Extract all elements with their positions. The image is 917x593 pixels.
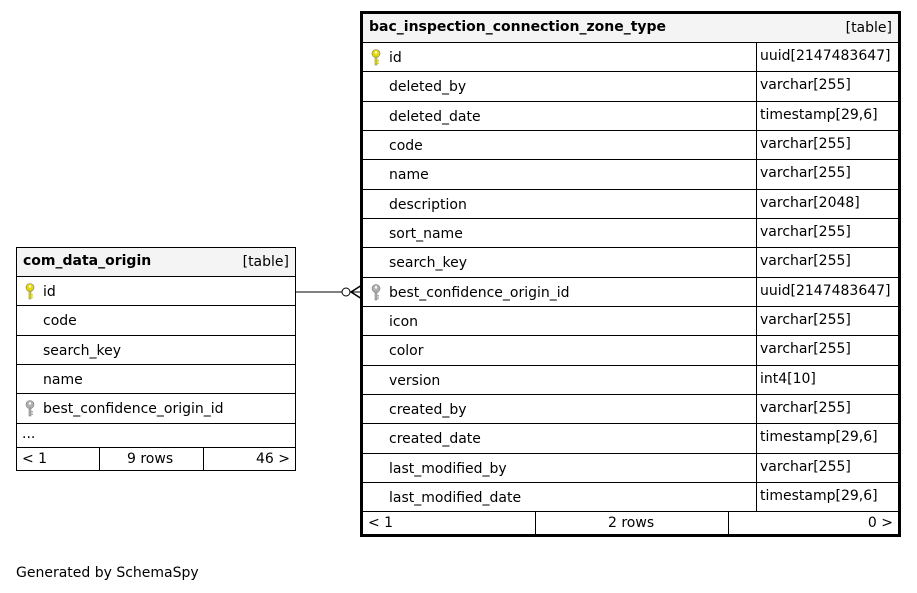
column-name: best_confidence_origin_id (43, 401, 224, 418)
column-name: icon (389, 313, 419, 330)
column-name: best_confidence_origin_id (389, 284, 570, 301)
table-name: bac_inspection_connection_zone_type (369, 19, 667, 35)
column-type: uuid[2147483647] (756, 278, 891, 306)
zero-marker (342, 288, 350, 296)
column-row[interactable] (363, 72, 898, 101)
column-row[interactable] (363, 366, 898, 395)
table-header (17, 248, 295, 277)
column-row[interactable] (17, 394, 295, 423)
column-name: id (43, 284, 56, 300)
column-type: varchar[255] (756, 395, 851, 423)
column-type: int4[10] (756, 366, 816, 394)
column-name: search_key (389, 255, 468, 272)
column-row[interactable] (17, 306, 295, 335)
column-row[interactable] (363, 219, 898, 248)
column-type: uuid[2147483647] (756, 43, 891, 71)
column-name: last_modified_by (389, 460, 507, 477)
generated-by-label: Generated by SchemaSpy (16, 565, 199, 581)
column-type: timestamp[29,6] (756, 102, 878, 130)
column-row[interactable] (363, 160, 898, 189)
children-count: 46 > (256, 450, 290, 467)
column-row[interactable] (17, 336, 295, 365)
column-type: varchar[255] (756, 307, 851, 335)
table-com-data-origin[interactable] (16, 247, 296, 471)
column-name: name (389, 167, 429, 184)
column-row[interactable] (363, 131, 898, 160)
foreign-key-icon (25, 400, 35, 418)
column-row[interactable] (363, 395, 898, 424)
column-row[interactable] (363, 43, 898, 72)
column-row[interactable] (363, 454, 898, 483)
column-type: varchar[2048] (756, 190, 860, 218)
table-header (363, 14, 898, 43)
column-row[interactable] (363, 483, 898, 512)
column-name: sort_name (389, 225, 463, 242)
parents-count: < 1 (368, 515, 394, 532)
column-type: timestamp[29,6] (756, 424, 878, 452)
children-count: 0 > (867, 515, 893, 532)
column-type: varchar[255] (756, 219, 851, 247)
column-type: varchar[255] (756, 160, 851, 188)
foreign-key-icon (371, 284, 381, 302)
column-row[interactable] (17, 365, 295, 394)
row-count: 9 rows (127, 450, 174, 467)
column-name: code (43, 313, 77, 330)
column-row[interactable] (363, 424, 898, 453)
column-row[interactable] (363, 190, 898, 219)
column-row[interactable] (363, 102, 898, 131)
column-type: varchar[255] (756, 131, 851, 159)
column-name: last_modified_date (389, 489, 522, 506)
column-name: created_by (389, 401, 467, 418)
primary-key-icon (25, 283, 35, 301)
column-type: varchar[255] (756, 336, 851, 364)
column-name: id (389, 50, 402, 66)
column-type: varchar[255] (756, 72, 851, 100)
table-type-label: [table] (242, 254, 289, 270)
column-row[interactable] (363, 278, 898, 307)
column-name: name (43, 371, 83, 388)
primary-key-icon (371, 49, 381, 67)
column-name: deleted_by (389, 79, 467, 96)
column-name: description (389, 196, 467, 213)
column-row[interactable] (17, 277, 295, 306)
table-type-label: [table] (845, 20, 892, 36)
column-name: color (389, 343, 424, 360)
parents-count: < 1 (22, 450, 48, 467)
table-footer (363, 512, 898, 534)
column-row[interactable] (363, 336, 898, 365)
column-name: version (389, 372, 441, 389)
table-bac-inspection-connection-zone-type[interactable] (360, 11, 901, 537)
column-name: code (389, 137, 423, 154)
column-name: search_key (43, 342, 122, 359)
column-type: varchar[255] (756, 248, 851, 276)
column-row[interactable] (363, 248, 898, 277)
table-name: com_data_origin (23, 253, 152, 269)
table-footer (17, 448, 295, 470)
column-name: deleted_date (389, 108, 481, 125)
column-row[interactable] (363, 307, 898, 336)
row-count: 2 rows (608, 515, 655, 532)
more-columns: ... (17, 424, 295, 448)
column-type: varchar[255] (756, 454, 851, 482)
column-type: timestamp[29,6] (756, 483, 878, 511)
column-name: created_date (389, 431, 481, 448)
